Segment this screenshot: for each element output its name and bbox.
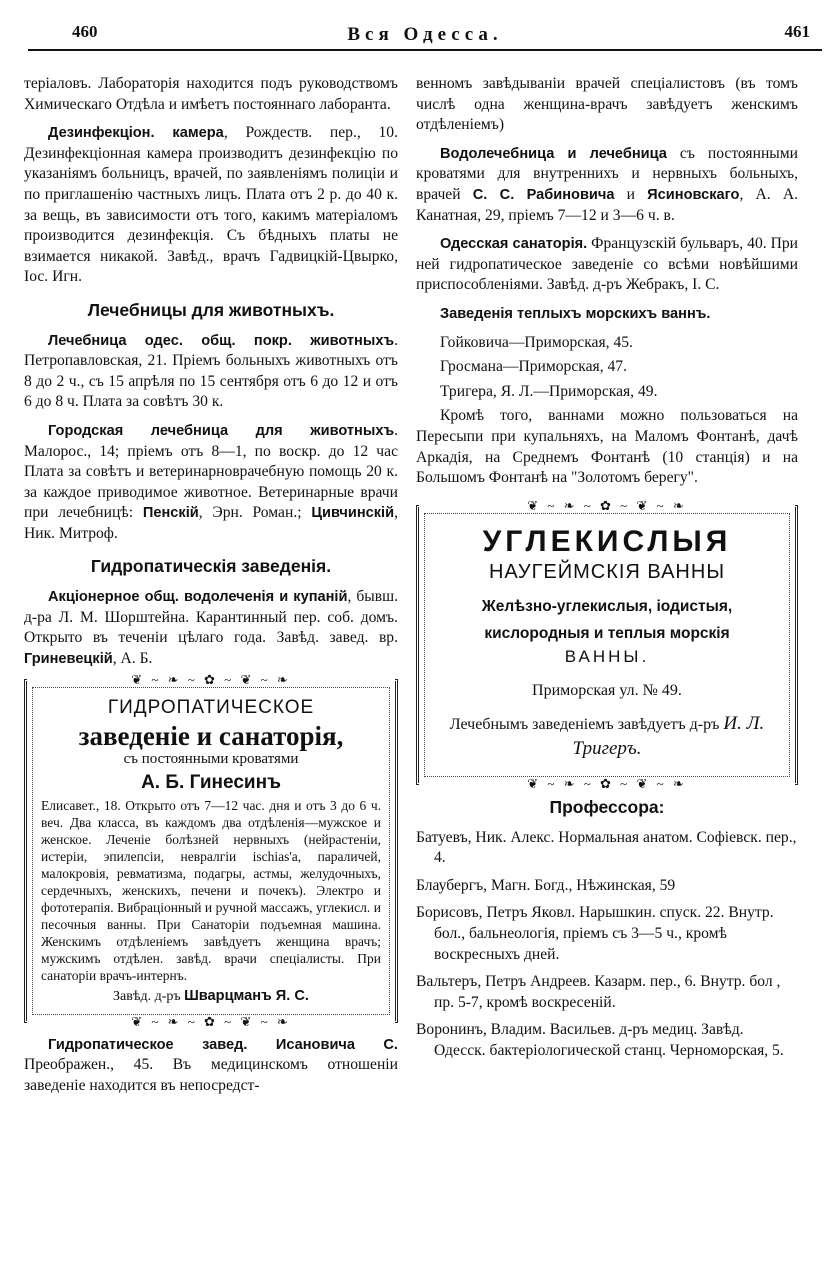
ad-director (41, 986, 381, 1008)
ad-line: НАУГЕЙМСКІЯ ВАННЫ (488, 561, 726, 584)
ad-line: ВАННЫ. (564, 646, 650, 666)
manager-name: Гриневецкій (24, 650, 113, 667)
continued-text: венномъ завѣдываніи врачей спеціалистовъ (въ томъ числѣ одна женщина-врачъ завѣдуетъ женскимъ отдѣленіемъ) (416, 75, 798, 134)
entry-text: Преображен., 45. Въ медицинскомъ отношеніи заведеніе находится въ непосредст- (24, 1056, 398, 1094)
ornament-border-bottom: ❦ ~ ❧ ~ ✿ ~ ❦ ~ ❧ (419, 778, 795, 790)
ad-director-name: Шварцманъ Я. С. (184, 988, 309, 1005)
entry-text: , Рождеств. пер., 10. Дезинфекціонная камера производитъ дезинфекцію по указаніямъ больницъ, врачей, по заявленіямъ полиціи и по приглашенію частныхъ лицъ. Плата отъ 2 р. до 40 к. за вещь, въ зависимости отъ того, какимъ матеріаломъ производится дезинфекція. Съ бѣдныхъ платы не взимается никакой. Завѣд., врачъ Гадвицкій-Цвырко, Іос. Игн. (24, 124, 398, 286)
ad-line: ГИДРОПАТИЧЕСКОЕ (107, 697, 315, 719)
entry-text: . Петропавловская, 21. Пріемъ больныхъ животныхъ отъ 8 до 2 ч., съ 15 апрѣля по 15 сентября отъ 6 до 12 и отъ 6 до 8 ч. Плата за совѣтъ 30 к. (24, 331, 398, 411)
section-heading-professors: Профессора: (549, 797, 665, 818)
entry-title: Водолечебница и лечебница (440, 145, 667, 162)
vet-name: Пенскій (142, 505, 199, 522)
continued-text: теріаловъ. Лабораторія находится подъ руководствомъ Химическаго Отдѣла и имѣетъ постояннаго лаборанта. (24, 75, 398, 113)
entry-isanovich (24, 1035, 398, 1097)
entry-animal-clinic-society (24, 331, 398, 413)
entry-disinfection (24, 123, 398, 288)
bath-item: Гросмана—Приморская, 47. (440, 358, 627, 376)
professor-entry: Блаубергъ, Магн. Богд., Нѣжинская, 59 (416, 876, 676, 894)
entry-text: , бывш. д-ра Л. М. Шорштейна. Карантинный пер. соб. домъ. Открыто въ теченіи цѣлаго года. Завѣд. завед. вр. (24, 588, 398, 647)
entry-title: Дезинфекціон. камера (48, 125, 224, 142)
ornament-border-bottom: ❦ ~ ❧ ~ ✿ ~ ❦ ~ ❧ (27, 1016, 395, 1028)
vet-name: Цивчинскій (311, 505, 395, 522)
entry-text: , А. Б. (112, 649, 153, 667)
entry-text: . Малорос., 14; пріемъ отъ 8—1, по воскр. до 12 час Плата за совѣтъ и ветеринарноврачебную помощь 20 к. за каждое приводимое животное. Ветеринарные врачи при лечебницѣ: (24, 421, 398, 522)
ad-owner: А. Б. Гинесинъ (141, 771, 281, 793)
entry-joint-stock-baths (24, 587, 398, 669)
entry-text: Французскій бульваръ, 40. При ней гидропатическое заведеніе со всѣми новѣйшими приспособленіями. Завѣд. д-ръ Жебракъ, І. С. (416, 235, 798, 294)
right-column (416, 74, 798, 1069)
ornament-border-top: ❦ ~ ❧ ~ ✿ ~ ❦ ~ ❧ (27, 674, 395, 686)
doctor-name: Ясиновскаго (647, 186, 740, 203)
page-number-left: 460 (72, 22, 98, 41)
section-heading-animal-clinics: Лечебницы для животныхъ. (87, 299, 335, 320)
ad-address: Приморская ул. № 49. (532, 682, 682, 700)
ad-line: Желѣзно-углекислыя, іодистыя, (481, 597, 733, 615)
advertisement-nauheim-baths (416, 497, 798, 792)
ad-director (441, 712, 773, 762)
entry-odessa-sanatorium (416, 234, 798, 296)
entry-text: , Эрн. Роман.; (198, 504, 312, 522)
bath-item: Тригера, Я. Л.—Приморская, 49. (440, 382, 658, 400)
entry-title: Гидропатическое завед. Исановича С. (48, 1036, 398, 1053)
entry-text: , Ник. Митроф. (24, 504, 398, 542)
advertisement-ginesin (24, 672, 398, 1029)
entry-text: съ постоянными кроватями для внутреннихъ и нервныхъ больныхъ, врачей (416, 144, 798, 203)
professor-entry: Батуевъ, Ник. Алекс. Нормальная анатом. Софіевск. пер., 4. (416, 828, 797, 867)
entry-city-animal-clinic (24, 421, 398, 545)
entry-title: Акціонерное общ. водолеченія и купаній (48, 589, 348, 606)
ad-line: съ постоянными кроватями (123, 751, 299, 768)
ornament-border-top: ❦ ~ ❧ ~ ✿ ~ ❦ ~ ❧ (419, 500, 795, 512)
doctor-name: С. С. Рабиновича (472, 186, 615, 203)
entry-title: Городская лечебница для животныхъ (48, 422, 395, 439)
running-title: Вся Одесса. (347, 24, 503, 45)
entry-water-clinic (416, 144, 798, 226)
section-heading-sea-baths (416, 304, 798, 325)
ad-body: Елисавет., 18. Открыто отъ 7—12 час. дня и отъ 3 до 6 ч. веч. Два класса, въ каждомъ два отдѣленія—мужское и женское. Леченіе болѣзней нервныхъ (нейрастеніи, истеріи, эпилепсіи, невралгіи ischias'а, параличей, малокровія, ревматизма, подагры, астмы, желудочныхъ, сердечныхъ, женскихъ, печени и почекъ). Электро и фототерапія. Вибраціонный и ручной массажъ, углекисл. и песочныя ванны. При Санаторіи подъемная машина. Женскимъ отдѣленіемъ завѣдуетъ женщина врачъ; мужскимъ отдѣлен. завѣд. врачи спеціалисты. При санаторіи врачъ-интернъ. (41, 798, 381, 984)
section-heading-text: Заведенія теплыхъ морскихъ ваннъ. (440, 305, 711, 322)
bath-item: Гойковича—Приморская, 45. (440, 333, 633, 351)
left-column (24, 74, 398, 1105)
ad-line: заведеніе и санаторія, (78, 721, 344, 752)
entry-text: , А. А. Канатная, 29, пріемъ 7—12 и 3—6 ч. в. (416, 185, 798, 224)
ad-signature: И. Л. Тригеръ. (572, 713, 765, 760)
ad-line: кислородныя и теплыя морскія (484, 624, 730, 642)
baths-note: Кромѣ того, ваннами можно пользоваться на Пересыпи при купальняхъ, на Маломъ Фонтанѣ, дачѣ Аркадія, на Среднемъ Фонтанѣ (10 станція) и на Большомъ Фонтанѣ на "Золотомъ берегу". (416, 407, 798, 487)
page-number-right: 461 (784, 22, 810, 41)
entry-text: и (614, 185, 648, 203)
section-heading-hydropathic: Гидропатическія заведенія. (90, 556, 332, 577)
ad-director-label: Завѣд. д-ръ (113, 989, 185, 1005)
professor-entry: Вальтеръ, Петръ Андреев. Казарм. пер., 6. Внутр. бол , пр. 5-7, кромѣ воскресеній. (416, 973, 781, 1011)
header-rule (28, 49, 822, 51)
professor-entry: Воронинъ, Владим. Васильев. д-ръ медиц. Завѣд. Одесск. бактеріологической станц. Черноморская, 5. (416, 1021, 784, 1059)
running-header (28, 22, 822, 56)
professor-entry: Борисовъ, Петръ Яковл. Нарышкин. спуск. 22. Внутр. бол., бальнеологія, пріемъ съ 3—5 ч., кромѣ воскресныхъ дней. (416, 904, 774, 963)
entry-title: Лечебница одес. общ. покр. животныхъ (48, 332, 395, 349)
ad-line: УГЛЕКИСЛЫЯ (482, 524, 732, 558)
entry-title: Одесская санаторія. (440, 236, 588, 253)
ad-director-label: Лечебнымъ заведеніемъ завѣдуетъ д-ръ (449, 716, 724, 734)
